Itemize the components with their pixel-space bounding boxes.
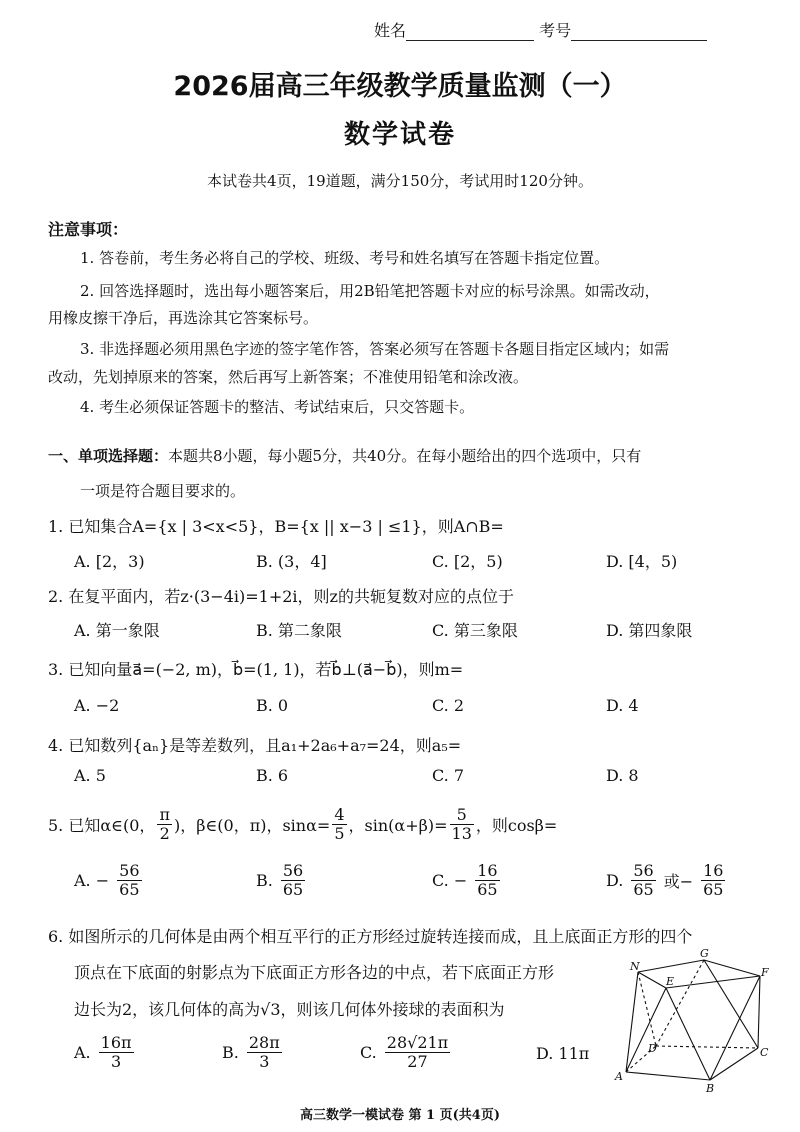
q5-frac-5-13 xyxy=(450,806,474,844)
frac-num: 56 xyxy=(282,861,304,880)
q5-option-d[interactable] xyxy=(606,862,727,900)
q5-option-c[interactable] xyxy=(432,862,502,900)
name-blank xyxy=(406,22,534,41)
q1-option-a[interactable]: A. [2，3) xyxy=(74,552,145,571)
frac-num: 16π xyxy=(100,1033,132,1052)
edge-EB xyxy=(666,988,710,1080)
q5-option-a[interactable] xyxy=(74,862,144,900)
option-frac xyxy=(247,1034,282,1072)
q5-stem-b: )，β∈(0，π)，sinα= xyxy=(173,816,331,836)
q1-option-b[interactable]: B. (3，4] xyxy=(256,552,327,571)
label-F: F xyxy=(761,966,769,979)
frac-den: 3 xyxy=(110,1052,122,1072)
edge-NA xyxy=(626,972,638,1072)
exam-subtitle: 数学试卷 xyxy=(343,120,456,150)
option-frac xyxy=(281,862,305,900)
exam-title: 2026届高三年级教学质量监测（一） xyxy=(173,71,627,102)
option-label: C. − xyxy=(432,871,468,891)
section-1-desc: 本题共8小题，每小题5分，共40分。在每小题给出的四个选项中，只有 xyxy=(168,447,642,465)
q3-option-a[interactable]: A. −2 xyxy=(74,696,120,715)
edge-EA xyxy=(626,988,666,1072)
label-A: A xyxy=(615,1070,623,1083)
q5-stem-a: 5. 已知α∈(0， xyxy=(48,816,156,836)
q5-frac-pi-2 xyxy=(157,806,172,844)
frac-den: 5 xyxy=(334,824,345,844)
frac-num: 28π xyxy=(248,1033,280,1052)
option-or: 或− xyxy=(663,872,694,892)
option-label: B. xyxy=(222,1043,239,1063)
q4-option-a[interactable]: A. 5 xyxy=(74,766,106,785)
q2-option-c[interactable]: C. 第三象限 xyxy=(432,621,518,640)
q4-option-c[interactable]: C. 7 xyxy=(432,766,465,785)
edge-FB xyxy=(710,976,760,1080)
section-1-desc-b: 一项是符合题目要求的。 xyxy=(80,482,246,500)
option-frac xyxy=(701,862,725,900)
frac-num: 56 xyxy=(633,861,654,880)
q5-stem-d: ，则cosβ= xyxy=(475,816,558,836)
q2-option-a[interactable]: A. 第一象限 xyxy=(74,621,160,640)
note-3b: 改动，先划掉原来的答案，然后再写上新答案；不准使用铅笔和涂改液。 xyxy=(48,368,529,386)
option-frac xyxy=(117,862,141,900)
frac-den: 13 xyxy=(451,824,472,844)
q4-stem: 4. 已知数列{aₙ}是等差数列，且a₁+2a₆+a₇=24，则a₅= xyxy=(48,736,462,755)
label-G: G xyxy=(700,948,709,960)
frac-den: 65 xyxy=(633,880,654,900)
edge-EF xyxy=(666,976,760,988)
option-label: A. xyxy=(74,1043,91,1063)
notes-title: 注意事项： xyxy=(48,220,129,239)
edge-NE xyxy=(638,972,666,988)
note-2b: 用橡皮擦干净后，再选涂其它答案标号。 xyxy=(48,309,319,327)
note-3a: 3. 非选择题必须用黑色字迹的签字笔作答，答案必须写在答题卡各题目指定区域内；如需 xyxy=(80,340,670,358)
q3-option-b[interactable]: B. 0 xyxy=(256,696,289,715)
frac-num: 16 xyxy=(703,861,724,880)
frac-den: 65 xyxy=(119,880,140,900)
q1-option-d[interactable]: D. [4，5) xyxy=(606,552,678,571)
q6-stem-line2: 顶点在下底面的射影点为下底面正方形各边的中点，若下底面正方形 xyxy=(74,963,555,982)
edge-ND xyxy=(638,972,656,1046)
q6-stem-line1: 6. 如图所示的几何体是由两个相互平行的正方形经过旋转连接而成，且上底面正方形的四个 xyxy=(48,927,693,946)
q6-geometry-figure xyxy=(612,948,772,1094)
note-2a: 2. 回答选择题时，选出每小题答案后，用2B铅笔把答题卡对应的标号涂黑。如需改动， xyxy=(80,282,660,300)
frac-den: 65 xyxy=(282,880,304,900)
q6-option-c[interactable] xyxy=(360,1034,452,1072)
id-label: 考号 xyxy=(539,21,572,40)
frac-num: 4 xyxy=(334,805,345,824)
frac-num: 5 xyxy=(450,806,474,825)
frac-den: 65 xyxy=(703,880,724,900)
edge-NG xyxy=(638,960,704,972)
frac-num: 56 xyxy=(119,861,140,880)
q1-option-c[interactable]: C. [2，5) xyxy=(432,552,503,571)
q5-stem xyxy=(48,806,557,844)
option-frac xyxy=(631,862,655,900)
note-1: 1. 答卷前，考生务必将自己的学校、班级、考号和姓名填写在答题卡指定位置。 xyxy=(80,249,610,267)
edge-AB xyxy=(626,1072,710,1080)
q6-stem-line3: 边长为2，该几何体的高为√3，则该几何体外接球的表面积为 xyxy=(74,1000,505,1019)
note-4: 4. 考生必须保证答题卡的整洁、考试结束后，只交答题卡。 xyxy=(80,398,475,416)
id-blank xyxy=(571,22,707,41)
q3-stem: 3. 已知向量a⃗=(−2, m)，b⃗=(1, 1)，若b⃗⊥(a⃗−b⃗)，则m= xyxy=(48,660,464,679)
label-E: E xyxy=(666,975,675,988)
q5-frac-4-5 xyxy=(332,806,346,844)
section-1-header xyxy=(48,445,641,466)
q2-stem: 2. 在复平面内，若z·(3−4i)=1+2i，则z的共轭复数对应的点位于 xyxy=(48,587,514,606)
exam-intro: 本试卷共4页，19道题，满分150分，考试用时120分钟。 xyxy=(207,172,593,190)
q6-option-b[interactable] xyxy=(222,1034,284,1072)
q2-option-d[interactable]: D. 第四象限 xyxy=(606,621,693,640)
edge-FC xyxy=(758,976,760,1048)
option-frac xyxy=(385,1034,450,1072)
frac-num: π xyxy=(159,805,170,824)
q4-option-d[interactable]: D. 8 xyxy=(606,766,639,785)
label-D: D xyxy=(648,1042,657,1055)
option-label: A. − xyxy=(74,871,110,891)
q5-stem-c: ，sin(α+β)= xyxy=(348,816,448,836)
q3-option-d[interactable]: D. 4 xyxy=(606,696,639,715)
frac-den: 2 xyxy=(159,824,170,844)
frac-den: 3 xyxy=(259,1052,270,1072)
option-frac xyxy=(99,1034,134,1072)
option-label: B. xyxy=(256,871,273,891)
q6-option-a[interactable] xyxy=(74,1034,136,1072)
option-label: D. xyxy=(606,871,624,891)
option-frac xyxy=(475,862,499,900)
q6-option-d[interactable]: D. 11π xyxy=(536,1044,590,1063)
option-label: C. xyxy=(360,1043,377,1063)
label-C: C xyxy=(760,1046,769,1059)
edge-GD xyxy=(656,960,704,1046)
frac-num: 28√21π xyxy=(386,1033,449,1052)
section-1-label: 一、单项选择题： xyxy=(48,447,169,465)
name-field xyxy=(374,18,707,41)
q2-option-b[interactable]: B. 第二象限 xyxy=(256,621,342,640)
q1-stem: 1. 已知集合A={x | 3<x<5}，B={x || x−3 | ≤1}，则A∩B= xyxy=(48,517,504,536)
page-footer: 高三数学一模试卷 第 1 页(共4页) xyxy=(300,1108,500,1123)
q3-option-c[interactable]: C. 2 xyxy=(432,696,465,715)
frac-den: 65 xyxy=(477,880,498,900)
name-label: 姓名 xyxy=(374,21,407,40)
q5-option-b[interactable] xyxy=(256,862,307,900)
q4-option-b[interactable]: B. 6 xyxy=(256,766,289,785)
edge-DC xyxy=(656,1046,758,1048)
frac-den: 27 xyxy=(407,1052,428,1072)
frac-num: 16 xyxy=(477,861,498,880)
label-N: N xyxy=(630,960,640,973)
label-B: B xyxy=(706,1082,715,1094)
